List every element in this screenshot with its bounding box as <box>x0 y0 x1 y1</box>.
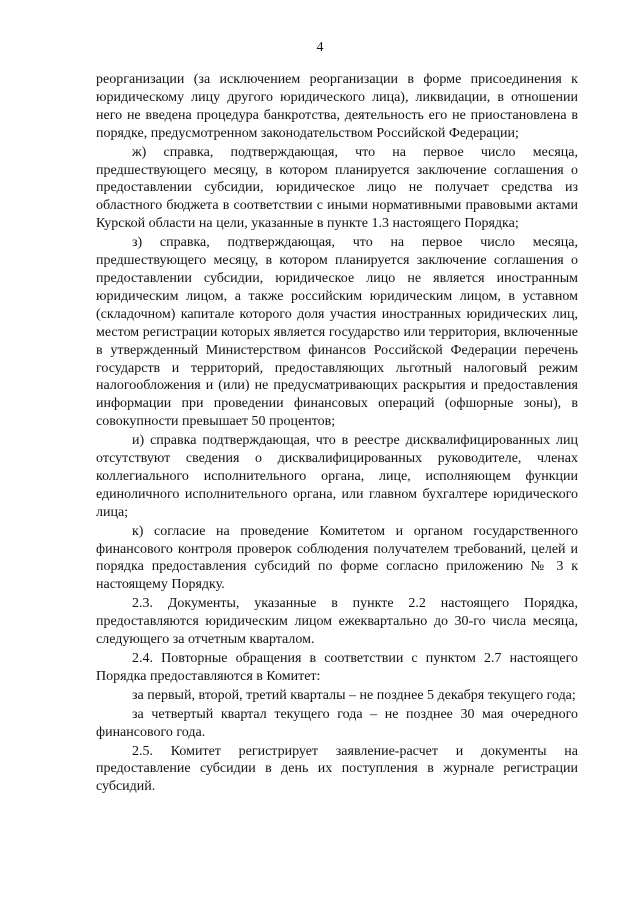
paragraph-2-4: 2.4. Повторные обращения в соответствии с пунктом 2.7 настоящего Порядка предоставляются в Комитет: <box>96 651 578 684</box>
paragraph-2-5: 2.5. Комитет регистрирует заявление-расчет и документы на предоставление субсидии в день их поступления в журнале регистрации субсидий. <box>96 743 578 795</box>
paragraph-item-k: к) согласие на проведение Комитетом и органом государственного финансового контроля проверок соблюдения получателем требований, целей и порядка предоставления субсидий по форме согласно приложению № 3 к настоящему Порядку. <box>96 523 578 593</box>
paragraph-2-4-quarters: за первый, второй, третий кварталы – не позднее 5 декабря текущего года; <box>132 687 576 703</box>
paragraph-2-3: 2.3. Документы, указанные в пункте 2.2 настоящего Порядка, предоставляются юридическим лицом ежеквартально до 30-го числа месяца, следующего за отчетным кварталом. <box>96 596 578 648</box>
paragraph-item-zh: ж) справка, подтверждающая, что на первое число месяца, предшествующего месяцу, в котором планируется заключение соглашения о предоставлении субсидии, юридическое лицо не получает средства из областного бюджета в соответствии с иными нормативными правовыми актами Курской области на цели, указанные в пункте 1.3 настоящего Порядка; <box>96 144 578 232</box>
paragraph-reorganization: реорганизации (за исключением реорганизации в форме присоединения к юридическому лицу другого юридического лица), ликвидации, в отношении него не введена процедура банкротства, деятельность его не приостановлена в порядке, предусмотренном законодательством Российской Федерации; <box>96 72 578 141</box>
document-body <box>96 71 578 796</box>
paragraph-2-4-fourth-quarter: за четвертый квартал текущего года – не позднее 30 мая очередного финансового года. <box>96 706 578 740</box>
paragraph-item-z: з) справка, подтверждающая, что на первое число месяца, предшествующего месяцу, в котором планируется заключение соглашения о предоставлении субсидии, юридическое лицо не является иностранным юридическим лицом, а также российским юридическим лицом, в уставном (складочном) капитале которого доля участия иностранных юридических лиц, местом регистрации которых является государство или территория, включенные в утвержденный Министерством финансов Российской Федерации перечень государств и территорий, предоставляющих льготный налоговый режим налогообложения и (или) не предусматривающих раскрытия и предоставления информации при проведении финансовых операций (офшорные зоны), в совокупности превышает 50 процентов; <box>96 235 578 430</box>
paragraph-item-i: и) справка подтверждающая, что в реестре дисквалифицированных лиц отсутствуют сведения о дисквалифицированных руководителе, членах коллегиального исполнительного органа, лице, исполняющем функции единоличного исполнительного органа, или главном бухгалтере юридического лица; <box>96 433 578 520</box>
page-number: 4 <box>316 40 324 55</box>
